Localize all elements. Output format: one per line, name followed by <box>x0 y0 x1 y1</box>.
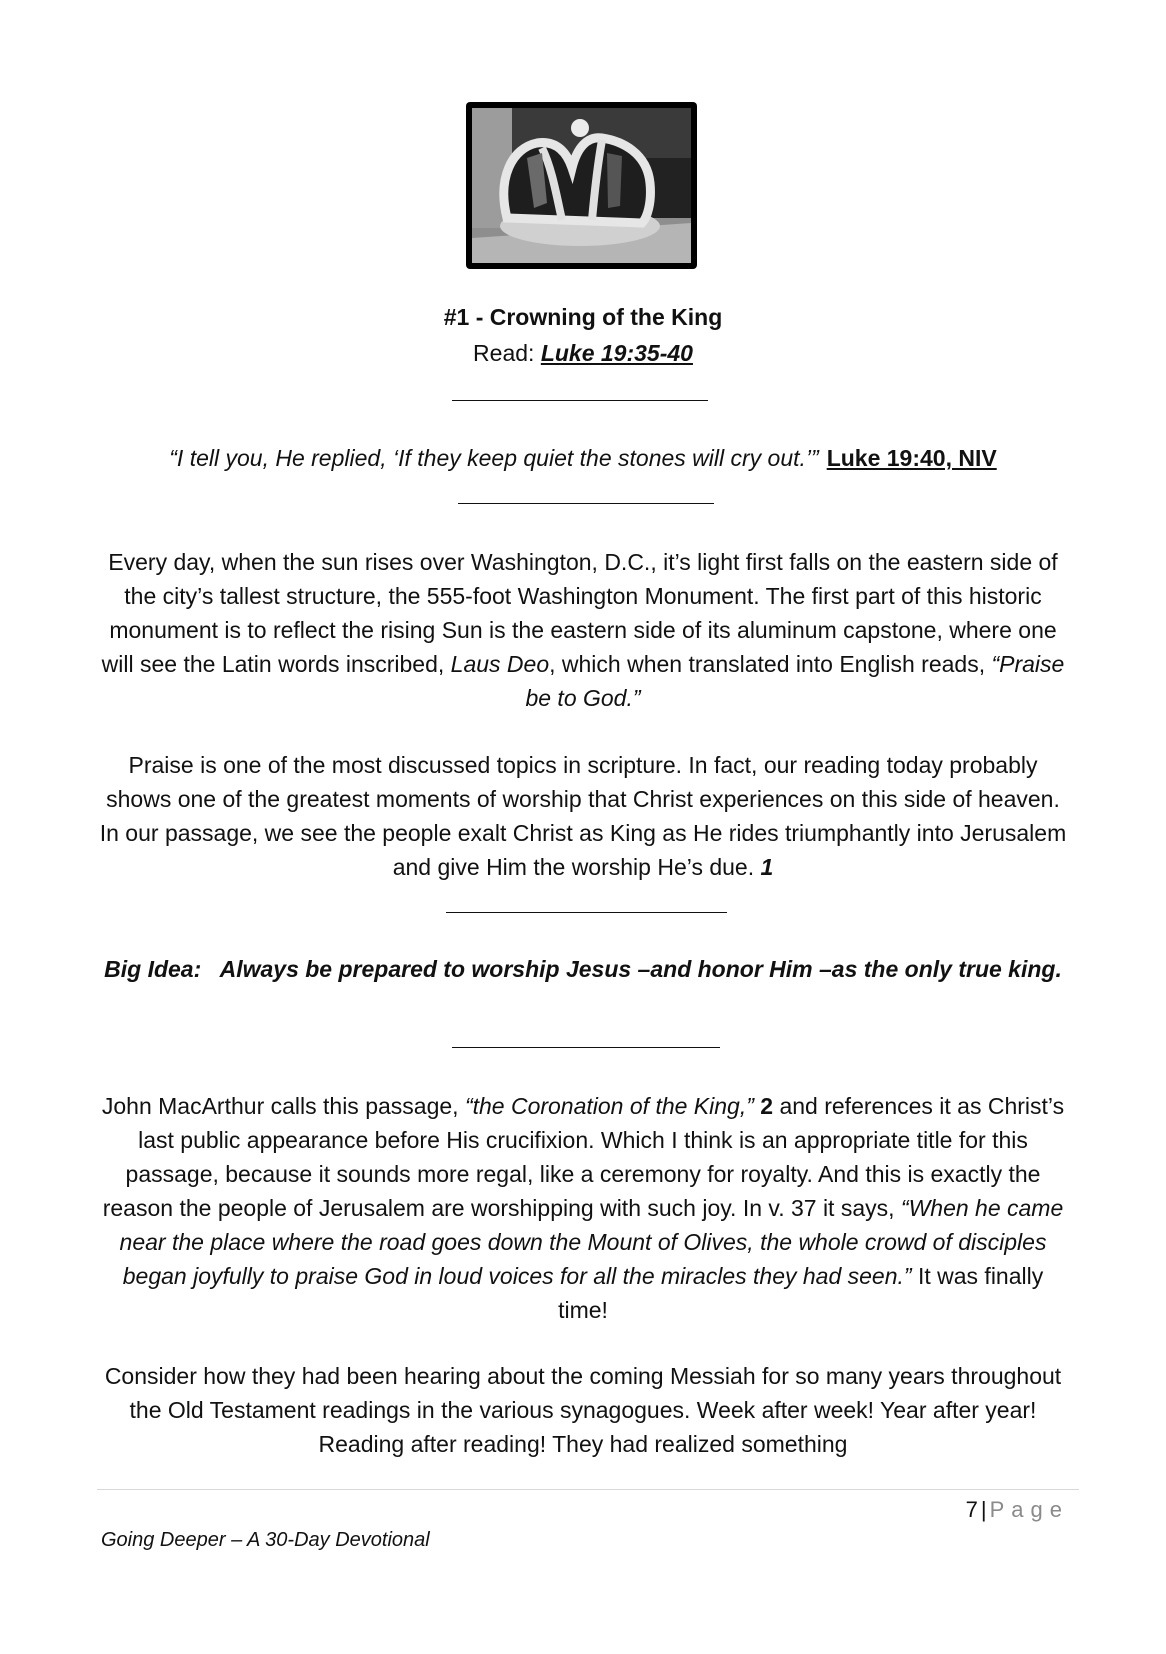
page-label: Page <box>989 1497 1069 1522</box>
page-number <box>966 1497 1069 1523</box>
paragraph-2 <box>96 748 1070 884</box>
crown-image <box>466 102 697 269</box>
read-label: Read: <box>473 340 541 366</box>
separator-line <box>452 400 708 401</box>
separator-line <box>452 1047 720 1048</box>
key-verse-citation[interactable]: Luke 19:40, NIV <box>826 445 997 471</box>
paragraph-text: It was finally time! <box>558 1263 1044 1323</box>
separator-line <box>458 503 714 504</box>
paragraph-3 <box>96 1089 1070 1327</box>
quoted-title: “the Coronation of the King,” <box>464 1093 754 1119</box>
big-idea-label: Big Idea: <box>104 956 202 982</box>
latin-phrase: Laus Deo <box>450 651 550 677</box>
big-idea-text: Always be prepared to worship Jesus –and honor Him –as the only true king. <box>219 956 1062 982</box>
key-verse-text: “I tell you, He replied, ‘If they keep quiet the stones will cry out.’” <box>169 445 819 471</box>
page-number-value: 7 <box>965 1497 978 1522</box>
footer-divider <box>97 1489 1079 1490</box>
crown-icon <box>472 108 691 263</box>
translation-quote: “Praise be to God.” <box>525 651 1065 711</box>
paragraph-4 <box>96 1359 1070 1461</box>
paragraph-1 <box>96 545 1070 715</box>
scripture-reference-link[interactable]: Luke 19:35-40 <box>540 340 693 366</box>
paragraph-text: John MacArthur calls this passage, <box>101 1093 465 1119</box>
scripture-quote: “When he came near the place where the road goes down the Mount of Olives, the whole crowd of disciples began joyfully to praise God in loud voices for all the miracles they had seen.” <box>119 1195 1064 1289</box>
paragraph-text: Praise is one of the most discussed topics in scripture. In fact, our reading today probably shows one of the greatest moments of worship that Christ experiences on this side of heaven. In our passage, we see the people exalt Christ as King as He rides triumphantly into Jerusalem and give Him the worship He’s due. <box>99 752 1067 880</box>
paragraph-text: and references it as Christ’s last public appearance before His crucifixion. Which I think is an appropriate title for this passage, because it sounds more regal, like a ceremony for royalty. And this is exactly the reason the people of Jerusalem are worshipping with such joy. In v. 37 it says, <box>102 1093 1065 1221</box>
big-idea <box>96 952 1070 986</box>
devotional-title: #1 - Crowning of the King <box>443 304 723 330</box>
footer-book-title: Going Deeper – A 30-Day Devotional <box>101 1529 430 1551</box>
reading-assignment <box>96 338 1070 368</box>
paragraph-text: , which when translated into English reads, <box>549 651 992 677</box>
footnote-marker: 2 <box>760 1093 774 1119</box>
separator-line <box>446 912 727 913</box>
paragraph-text: Consider how they had been hearing about the coming Messiah for so many years throughout the Old Testament readings in the various synagogues. Week after week! Year after year! Reading after reading! They had realized something <box>104 1363 1062 1457</box>
footnote-marker: 1 <box>760 854 774 880</box>
paragraph-text: Every day, when the sun rises over Washington, D.C., it’s light first falls on the eastern side of the city’s tallest structure, the 555-foot Washington Monument. The first part of this historic monument is to reflect the rising Sun is the eastern side of its aluminum capstone, where one will see the Latin words inscribed, <box>101 549 1058 677</box>
key-verse <box>96 443 1070 473</box>
page-separator: | <box>980 1497 987 1522</box>
